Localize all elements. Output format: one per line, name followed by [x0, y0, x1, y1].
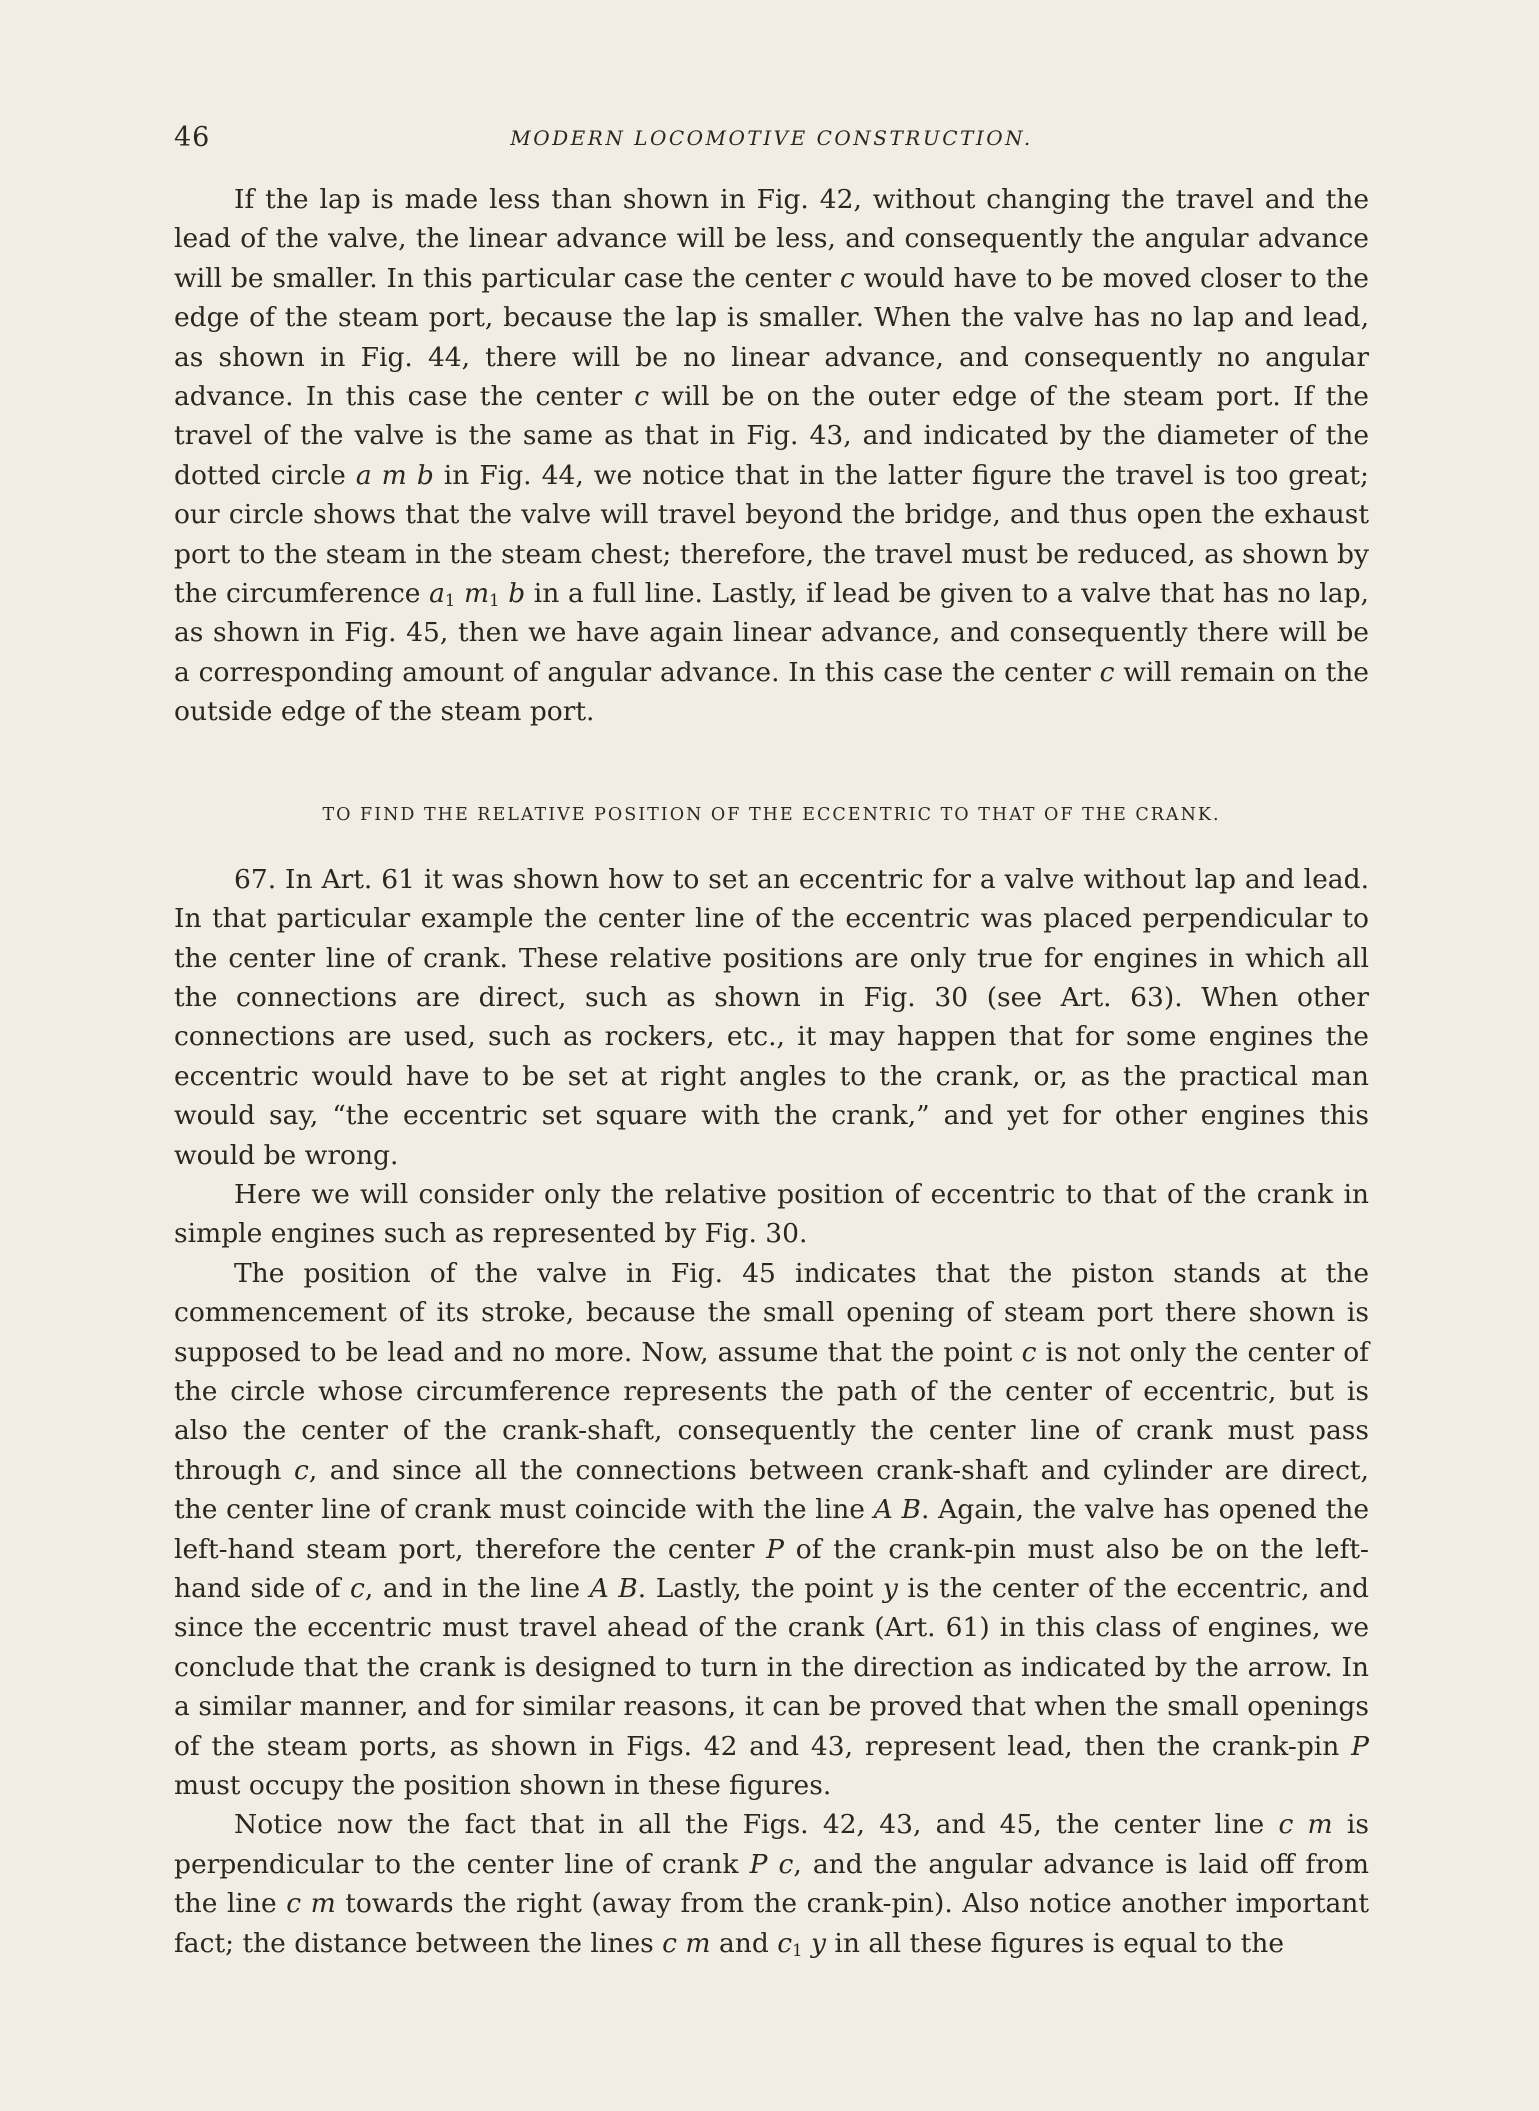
math-symbol: c m: [1278, 1809, 1333, 1841]
page-number: 46: [174, 122, 211, 153]
math-symbol: P: [766, 1533, 785, 1565]
math-symbol: m: [463, 578, 490, 610]
paragraph: Notice now the fact that in all the Figs. 42, 43, and 45, the center line c m is perpendicular to the center line of crank P c, and the angular advance is laid off from the line c m towards the right (away from the crank-pin). Also notice another important fact; the distance between the lines c m and $c_1$ y in all these figures is equal to the: [174, 1809, 1369, 1960]
math-symbol: y: [810, 1927, 826, 1959]
math-symbol: c: [1099, 656, 1115, 688]
math-symbol: P c: [749, 1848, 794, 1880]
paragraph: If the lap is made less than shown in Fig. 42, without changing the travel and the lead of the valve, the linear advance will be less, and consequently the angular advance will be smaller. In this particular case the center c would have to be moved closer to the edge of the steam port, because the lap is smaller. When the valve has no lap and lead, as shown in Fig. 44, there will be no linear advance, and consequently no angular advance. In this case the center c will be on the outer edge of the steam port. If the travel of the valve is the same as that in Fig. 43, and indicated by the diameter of the dotted circle a m b in Fig. 44, we notice that in the latter figure the travel is too great; our circle shows that the valve will travel beyond the bridge, and thus open the exhaust port to the steam in the steam chest; therefore, the travel must be reduced, as shown by the circumference $a_1$ $m_1$ b in a full line. Lastly, if lead be given to a valve that has no lap, as shown in Fig. 45, then we have again linear advance, and consequently there will be a corresponding amount of angular advance. In this case the center c will remain on the outside edge of the steam port.: [174, 184, 1369, 728]
running-head: MODERN LOCOMOTIVE CONSTRUCTION.: [510, 126, 1033, 150]
math-symbol: c m: [286, 1888, 336, 1920]
math-symbol: c: [634, 381, 650, 413]
math-symbol: b: [508, 578, 526, 610]
math-symbol: A B: [589, 1573, 638, 1604]
page-header: [174, 122, 1369, 162]
math-symbol: c: [293, 1454, 309, 1486]
math-symbol: A B: [873, 1494, 921, 1526]
paragraph: The position of the valve in Fig. 45 indicates that the piston stands at the commencement of its stroke, because the small opening of steam port there shown is supposed to be lead and no more. Now, assume that the point c is not only the center of the circle whose circumference represents the path of the center of eccentric, but is also the center of the crank-shaft, consequently the center line of crank must pass through c, and since all the connections between crank-shaft and cylinder are direct, the center line of crank must coincide with the line A B. Again, the valve has opened the left-hand steam port, therefore the center P of the crank-pin must also be on the left-hand side of c, and in the line A B. Lastly, the point y is the center of the eccentric, and since the eccentric must travel ahead of the crank (Art. 61) in this class of engines, we conclude that the crank is designed to turn in the direction as indicated by the arrow. In a similar manner, and for similar reasons, it can be proved that when the small openings of the steam ports, as shown in Figs. 42 and 43, represent lead, then the crank-pin P must occupy the position shown in these figures.: [174, 1257, 1370, 1802]
math-symbol: c: [777, 1927, 793, 1959]
body-text: [174, 180, 1369, 1963]
math-symbol: c m: [662, 1927, 711, 1959]
subscript: 1: [444, 591, 456, 611]
subscript: 1: [792, 1940, 803, 1960]
math-symbol: c: [839, 262, 855, 294]
subscript: 1: [489, 591, 500, 611]
section-heading: TO FIND THE RELATIVE POSITION OF THE ECCENTRIC TO THAT OF THE CRANK.: [322, 804, 1221, 825]
math-symbol: a m b: [355, 459, 434, 491]
math-symbol: P: [1351, 1730, 1369, 1762]
paragraph: 67. In Art. 61 it was shown how to set an eccentric for a valve without lap and lead. In that particular example the center line of the eccentric was placed perpendicular to the center line of crank. These relative positions are only true for engines in which all the connections are direct, such as shown in Fig. 30 (see Art. 63). When other connections are used, such as rockers, etc., it may happen that for some engines the eccentric would have to be set at right angles to the crank, or, as the practical man would say, “the eccentric set square with the crank,” and yet for other engines this would be wrong.: [174, 863, 1369, 1171]
math-symbol: a: [429, 578, 445, 610]
math-symbol: y: [882, 1573, 898, 1604]
paragraph: Here we will consider only the relative position of eccentric to that of the crank in simple engines such as represented by Fig. 30.: [174, 1178, 1369, 1250]
math-symbol: c: [1021, 1336, 1037, 1368]
math-symbol: c: [350, 1573, 365, 1604]
